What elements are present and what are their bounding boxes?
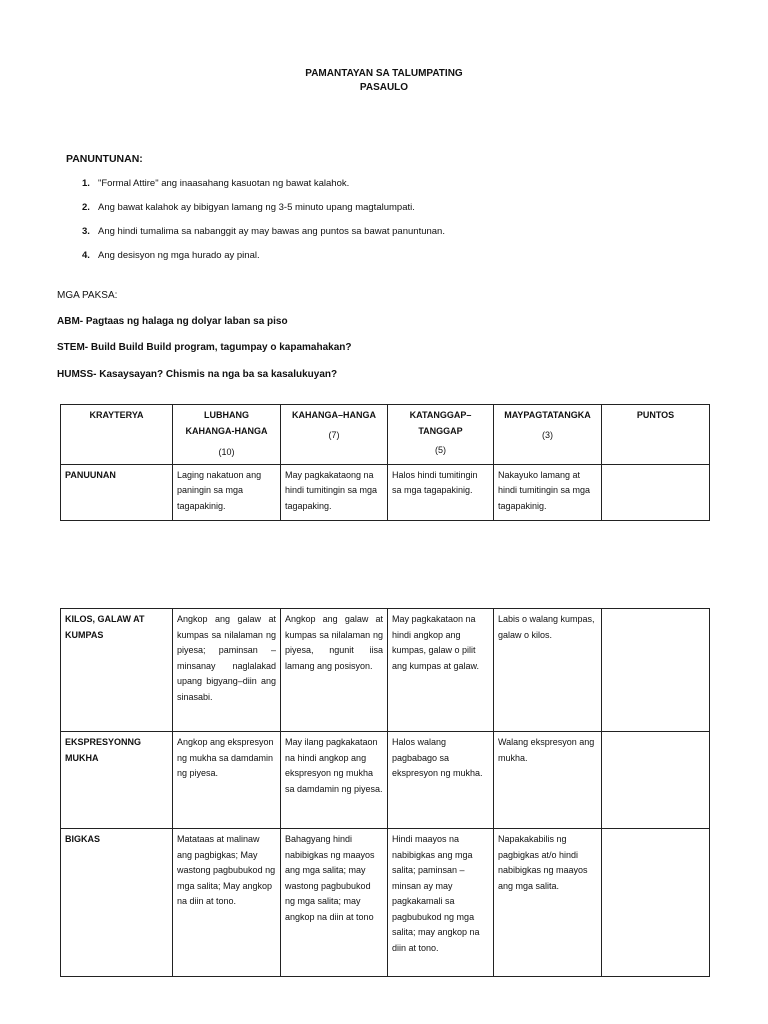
criterion-cell: KILOS, GALAW AT KUMPAS: [61, 609, 173, 732]
score-3-cell: Walang ekspresyon ang mukha.: [494, 732, 602, 829]
document-subtitle: PASAULO: [359, 82, 409, 93]
criterion-cell: EKSPRESYONNG MUKHA: [61, 732, 173, 829]
score-7-cell: May ilang pagkakataon na hindi angkop ang ekspresyon ng mukha sa damdamin ng piyesa.: [281, 732, 388, 829]
criterion-cell: BIGKAS: [61, 829, 173, 977]
header-puntos: PUNTOS: [602, 405, 710, 465]
score-7-cell: Bahagyang hindi nabibigkas ng maayos ang mga salita; may wastong pagbubukod ng mga salita; may angkop na diin at tono: [281, 829, 388, 977]
puntos-cell: [602, 464, 710, 520]
table-row: [61, 609, 710, 732]
score-5-cell: May pagkakataon na hindi angkop ang kumpas, galaw o pilit ang kumpas at galaw.: [388, 609, 494, 732]
criterion-cell: PANUUNAN: [61, 464, 173, 520]
score-5-cell: Hindi maayos na nabibigkas ang mga salita; paminsan – minsan ay may pagkakamali sa pagbubukod ng mga salita; may angkop na diin at tono.: [388, 829, 494, 977]
score-10-cell: Angkop ang galaw at kumpas sa nilalaman ng piyesa; paminsan – minsanay naglalakad upang bigyang–diin ang sinasabi.: [173, 609, 281, 732]
header-krayterya: KRAYTERYA: [61, 405, 173, 465]
rules-list: [82, 178, 445, 274]
rule-item: 4. Ang desisyon ng mga hurado ay pinal.: [82, 250, 260, 261]
puntos-cell: [602, 732, 710, 829]
score-3-cell: Napakakabilis ng pagbigkas at/o hindi nabibigkas ng maayos ang mga salita.: [494, 829, 602, 977]
rules-heading: PANUNTUNAN:: [66, 153, 143, 165]
table-row: [61, 829, 710, 977]
header-lubhang-kahanga-hanga: LUBHANG KAHANGA-HANGA (10): [173, 405, 281, 465]
topic-stem: STEM- Build Build Build program, tagumpay o kapamahakan?: [57, 342, 352, 353]
table-row: [61, 732, 710, 829]
rubric-header-row: [61, 405, 710, 465]
rule-item: 3. Ang hindi tumalima sa nabanggit ay may bawas ang puntos sa bawat panuntunan.: [82, 226, 445, 237]
score-7-cell: May pagkakataong na hindi tumitingin sa mga tagapaking.: [281, 464, 388, 520]
score-10-cell: Laging nakatuon ang paningin sa mga tagapakinig.: [173, 464, 281, 520]
topics-heading: MGA PAKSA:: [57, 290, 118, 301]
score-3-cell: Labis o walang kumpas, galaw o kilos.: [494, 609, 602, 732]
rubric-table-part2: [60, 608, 710, 977]
score-5-cell: Halos hindi tumitingin sa mga tagapakinig.: [388, 464, 494, 520]
score-7-cell: Angkop ang galaw at kumpas sa nilalaman ng piyesa, ngunit iisa lamang ang posisyon.: [281, 609, 388, 732]
score-5-cell: Halos walang pagbabago sa ekspresyon ng mukha.: [388, 732, 494, 829]
header-kahanga-hanga: KAHANGA–HANGA (7): [281, 405, 388, 465]
table-row: [61, 464, 710, 520]
score-10-cell: Matataas at malinaw ang pagbigkas; May wastong pagbubukod ng mga salita; May angkop na diin at tono.: [173, 829, 281, 977]
rule-item: 1. "Formal Attire" ang inaasahang kasuotan ng bawat kalahok.: [82, 178, 350, 189]
header-katanggap-tanggap: KATANGGAP– TANGGAP (5): [388, 405, 494, 465]
score-3-cell: Nakayuko lamang at hindi tumitingin sa mga tagapakinig.: [494, 464, 602, 520]
rubric-table-part1: [60, 404, 710, 521]
puntos-cell: [602, 829, 710, 977]
topic-humss: HUMSS- Kasaysayan? Chismis na nga ba sa kasalukuyan?: [57, 369, 338, 380]
score-10-cell: Angkop ang ekspresyon ng mukha sa damdamin ng piyesa.: [173, 732, 281, 829]
rule-item: 2. Ang bawat kalahok ay bibigyan lamang ng 3-5 minuto upang magtalumpati.: [82, 202, 415, 213]
puntos-cell: [602, 609, 710, 732]
document-title: PAMANTAYAN SA TALUMPATING: [305, 68, 463, 79]
topic-abm: ABM- Pagtaas ng halaga ng dolyar laban sa piso: [57, 316, 288, 327]
header-maypagtatangka: MAYPAGTATANGKA (3): [494, 405, 602, 465]
